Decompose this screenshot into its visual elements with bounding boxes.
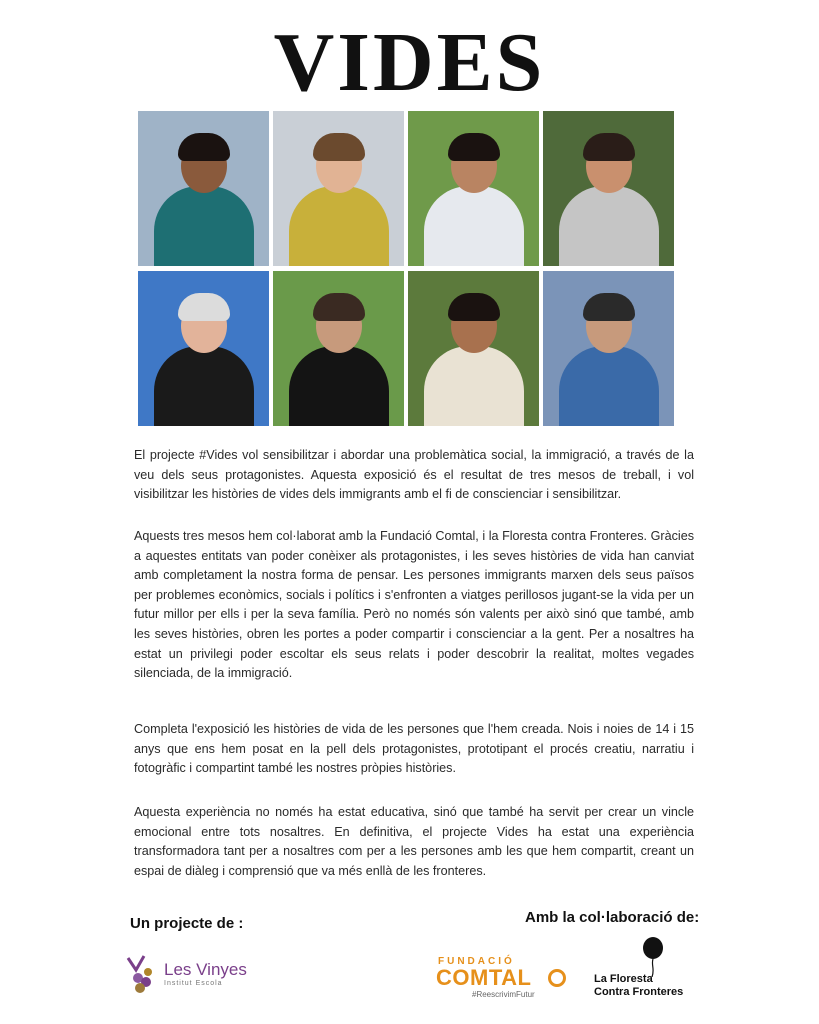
person-torso	[289, 346, 389, 426]
person-torso	[424, 186, 524, 266]
person-torso	[559, 186, 659, 266]
paragraph-text: Aquests tres mesos hem col·laborat amb la Fundació Comtal, i la Floresta contra Fronteres. Gràcies a aquestes entitats van poder conèixer als protagonistes, i les seves històries de vida han canviat amb completament la nostra forma de pensar. Les persones immigrants marxen dels seus països per problemes econòmics, socials i polítics i s'enfronten a viatges perillosos jugant-se la vida per un futur millor per ells i per la seva família. Però no només són valents per això sinó que també, amb les seves històries, obren les portes a poder compartir i conscienciar a la gent. Per a nosaltres ha estat un privilegi poder escoltar els seus relats i poder descobrir la realitat, moltes vegades silenciada, de la immigració.	[134, 529, 694, 681]
portrait-photo-5	[138, 271, 269, 426]
les-vinyes-logo	[124, 952, 264, 998]
person-torso	[154, 346, 254, 426]
person-hair	[583, 133, 635, 161]
person-hair	[178, 293, 230, 321]
person-torso	[289, 186, 389, 266]
balloon-icon	[638, 937, 668, 977]
photo-grid	[138, 111, 675, 426]
person-torso	[424, 346, 524, 426]
person-hair	[313, 293, 365, 321]
exhibition-paragraph	[134, 720, 694, 779]
les-vinyes-name: Les Vinyes	[164, 960, 247, 979]
portrait-photo-4	[543, 111, 674, 266]
floresta-line-2: Contra Fronteres	[594, 986, 684, 998]
comtal-main-text: COMTAL	[436, 965, 532, 990]
page-title: VIDES	[273, 16, 546, 109]
person-torso	[559, 346, 659, 426]
portrait-photo-1	[138, 111, 269, 266]
portrait-photo-8	[543, 271, 674, 426]
portrait-photo-3	[408, 111, 539, 266]
person-hair	[178, 133, 230, 161]
comtal-top-text: FUNDACIÓ	[438, 956, 515, 967]
les-vinyes-subtitle: Institut Escola	[164, 980, 223, 987]
grapes-icon	[124, 952, 160, 996]
person-hair	[313, 133, 365, 161]
comtal-hashtag: #ReescrivimFutur	[472, 990, 535, 999]
portrait-photo-7	[408, 271, 539, 426]
paragraph-text: El projecte #Vides vol sensibilitzar i abordar una problemàtica social, la immigració, a través de la veu dels seus protagonistes. Aquesta exposició és el resultat de tres mesos de treball, i vol visibilitzar les històries de vides dels immigrants amb el fi de conscienciar i sensibilitzar.	[134, 448, 694, 502]
fundacio-comtal-logo	[436, 956, 576, 1002]
key-icon	[548, 969, 566, 987]
collaboration-paragraph	[134, 527, 694, 684]
person-hair	[448, 293, 500, 321]
paragraph-text: Completa l'exposició les històries de vida de les persones que l'hem creada. Nois i noies de 14 i 15 anys que ens hem posat en la pell dels protagonistes, prototipant el procés creatiu, narratiu i fotogràfic i compartint també les nostres pròpies històries.	[134, 722, 694, 776]
person-hair	[583, 293, 635, 321]
project-by-heading: Un projecte de :	[130, 915, 244, 932]
intro-paragraph	[134, 446, 694, 505]
paragraph-text: Aquesta experiència no només ha estat educativa, sinó que també ha servit per crear un vincle emocional entre tots nosaltres. En definitiva, el projecte Vides ha estat una experiència transformadora tant per a nosaltres com per a les persones amb les que hem compartit, creant un espai de diàleg i comprensió que va més enllà de les fronteres.	[134, 805, 694, 878]
portrait-photo-6	[273, 271, 404, 426]
portrait-photo-2	[273, 111, 404, 266]
la-floresta-logo	[594, 937, 704, 1003]
person-torso	[154, 186, 254, 266]
floresta-line-1: La Floresta	[594, 973, 653, 985]
collaboration-heading: Amb la col·laboració de:	[525, 909, 700, 926]
person-hair	[448, 133, 500, 161]
conclusion-paragraph	[134, 803, 694, 881]
